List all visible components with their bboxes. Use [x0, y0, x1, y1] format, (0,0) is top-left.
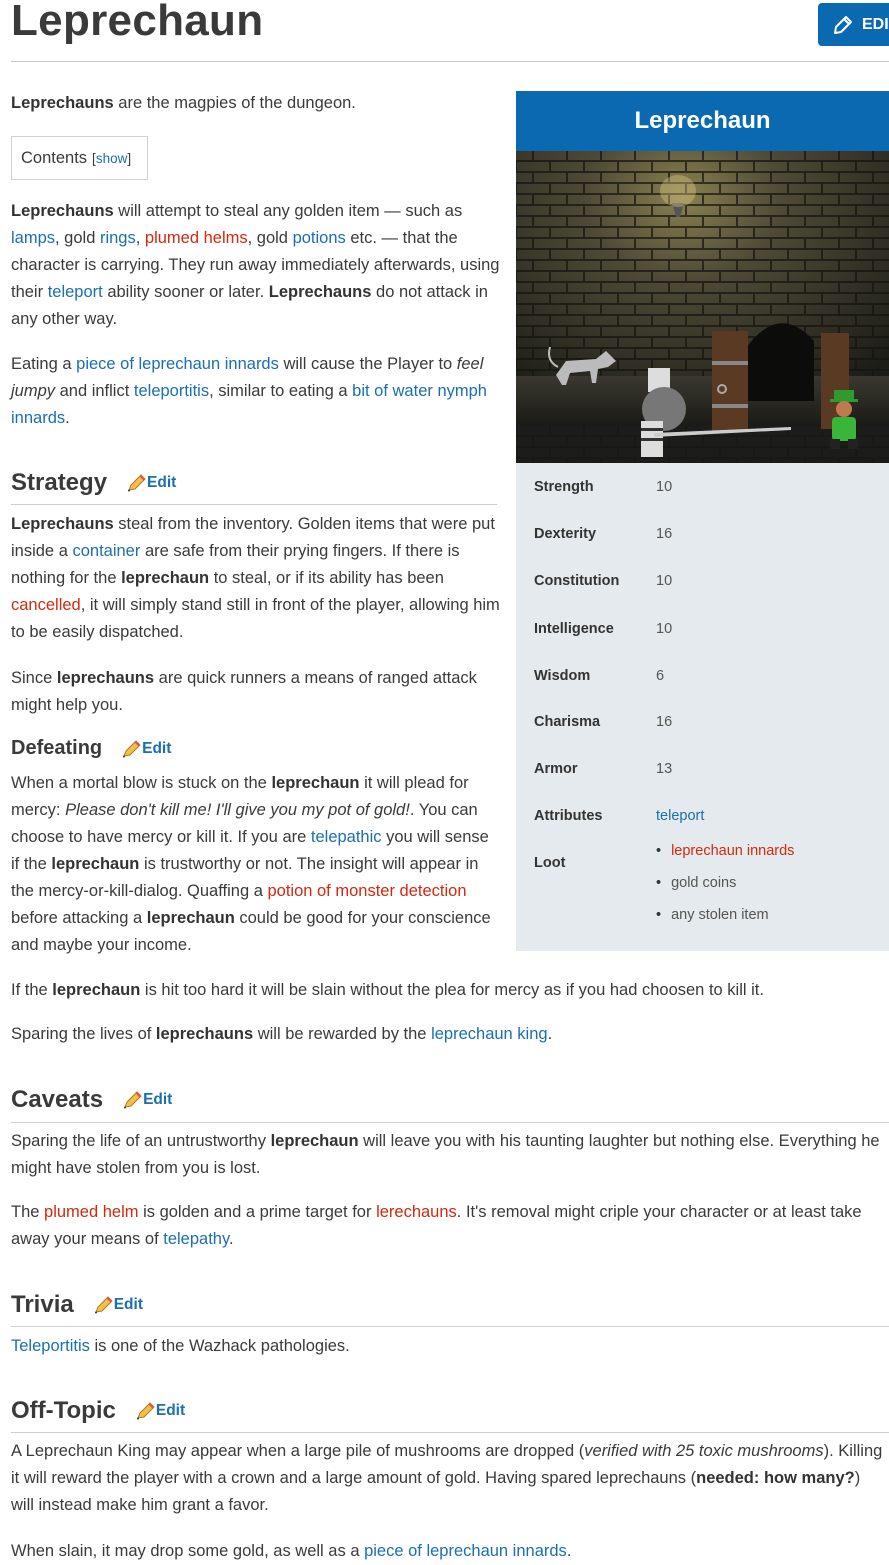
off-topic-paragraph — [11, 1438, 886, 1519]
link-rings[interactable]: rings — [99, 229, 136, 247]
dungeon-scene-illustration — [516, 151, 889, 463]
stat-row — [534, 573, 672, 589]
stat-value: 10 — [656, 573, 673, 589]
stat-row — [534, 621, 672, 637]
toc-show-link[interactable]: show — [95, 150, 128, 166]
edit-section-link[interactable] — [122, 740, 171, 758]
text: Since — [11, 669, 57, 687]
bold-text: leprechaun — [271, 774, 360, 792]
section-heading-caveats — [11, 1086, 172, 1114]
section-heading-strategy — [11, 469, 176, 497]
bold-text: leprechaun — [51, 855, 140, 873]
link-teleport[interactable]: teleport — [656, 808, 705, 824]
stat-label: Charisma — [534, 714, 601, 730]
pencil-icon — [94, 1296, 114, 1314]
stat-value: 16 — [656, 526, 673, 542]
italic-text: feel jumpy — [11, 355, 484, 400]
text: ) will instead make him grant a favor. — [11, 1469, 861, 1514]
text: is one of the Wazhack pathologies. — [89, 1337, 350, 1355]
text: do not attack in any other way. — [11, 283, 488, 328]
link-potions[interactable]: potions — [292, 229, 346, 247]
stat-value: 10 — [656, 621, 673, 637]
bold-text: Leprechauns — [11, 515, 114, 533]
heading-text: Defeating — [11, 737, 103, 759]
text: If the — [11, 981, 53, 999]
text: are safe from their prying fingers. If there is nothing for the — [11, 542, 460, 587]
text: ability sooner or later. — [102, 283, 269, 301]
stat-value: 6 — [656, 668, 665, 684]
heading-text: Trivia — [11, 1291, 74, 1318]
title-divider — [11, 61, 889, 62]
defeating-paragraph-2 — [11, 977, 886, 1004]
stat-label: Armor — [534, 761, 578, 777]
text: A Leprechaun King may appear when a large pile of mushrooms are dropped ( — [11, 1442, 585, 1460]
section-divider — [11, 1326, 889, 1327]
intro-paragraph-3 — [11, 351, 501, 432]
defeating-paragraph — [11, 770, 501, 959]
edit-section-link[interactable] — [94, 1296, 143, 1314]
text: will leave you with his taunting laughter but nothing else. Everything he might have stolen from you is lost. — [11, 1132, 880, 1177]
bold-text: leprechauns — [155, 1025, 254, 1043]
text: will attempt to steal any golden item — such as — [113, 202, 463, 220]
stat-label: Attributes — [534, 808, 603, 824]
bold-text: leprechaun — [146, 909, 235, 927]
link-teleport[interactable]: teleport — [47, 283, 103, 301]
link-telepathic[interactable]: telepathic — [310, 828, 382, 846]
bold-text: leprechaun — [270, 1132, 359, 1150]
text: ). Killing it will reward the player with a crown and a large amount of gold. Having spared leprechauns ( — [11, 1442, 883, 1487]
text: is trustworthy or not. The insight will appear in the mercy-or-kill-dialog. Quaffing a — [11, 855, 479, 900]
stat-value: 13 — [656, 761, 673, 777]
leprechaun-image — [516, 151, 889, 463]
link-teleportitis[interactable]: Teleportitis — [11, 1337, 90, 1355]
loot-list — [656, 843, 794, 939]
link-water-nymph-innards[interactable]: bit of water nymph innards — [11, 382, 487, 427]
link-leprechaun-innards[interactable]: • leprechaun innards — [671, 843, 795, 859]
loot-text: • any stolen item — [671, 907, 769, 923]
text: are quick runners a means of ranged attack might help you. — [11, 669, 477, 714]
link-lamps[interactable]: lamps — [11, 229, 56, 247]
text: , gold — [55, 229, 100, 247]
text: it will plead for mercy: — [11, 774, 469, 819]
text: . You can choose to have mercy or kill it. If you are — [11, 801, 478, 846]
loot-item — [656, 907, 794, 939]
stat-row — [534, 761, 672, 777]
section-heading-defeating — [11, 737, 171, 760]
link-lerechauns[interactable]: lerechauns — [376, 1203, 457, 1221]
page-title: Leprechaun — [11, 0, 264, 45]
edit-label: Edit — [143, 1091, 173, 1108]
text: , gold — [247, 229, 293, 247]
text: , it will simply stand still in front of the player, allowing him to be easily dispatched. — [11, 596, 500, 641]
bold-text: Leprechauns — [11, 94, 114, 112]
text: . — [547, 1025, 553, 1043]
section-heading-trivia — [11, 1291, 143, 1319]
section-heading-off-topic — [11, 1397, 185, 1425]
bracket: [ — [92, 150, 96, 166]
text: steal from the inventory. Golden items that were put inside a — [11, 515, 495, 560]
text: , — [135, 229, 145, 247]
text: Eating a — [11, 355, 77, 373]
link-leprechaun-innards[interactable]: piece of leprechaun innards — [364, 1542, 567, 1560]
stat-label: Intelligence — [534, 621, 614, 637]
heading-text: Off-Topic — [11, 1397, 116, 1424]
link-leprechaun-king[interactable]: leprechaun king — [431, 1025, 548, 1043]
heading-text: Caveats — [11, 1086, 104, 1113]
stat-value: 16 — [656, 714, 673, 730]
bold-text: leprechaun — [52, 981, 141, 999]
caveats-paragraph-2 — [11, 1199, 886, 1253]
pencil-icon — [122, 740, 142, 758]
defeating-paragraph-3 — [11, 1021, 886, 1048]
text: . — [566, 1542, 572, 1560]
pencil-icon — [832, 14, 854, 36]
text: Sparing the lives of — [11, 1025, 156, 1043]
link-teleportitis[interactable]: teleportitis — [133, 382, 210, 400]
text: before attacking a — [11, 909, 147, 927]
stat-row — [534, 526, 672, 542]
stat-label: Strength — [534, 479, 594, 495]
stat-label: Wisdom — [534, 668, 591, 684]
stat-label: Dexterity — [534, 526, 597, 542]
infobox-title: Leprechaun — [516, 91, 889, 151]
pencil-icon — [136, 1402, 156, 1420]
loot-text: • gold coins — [671, 875, 737, 891]
section-divider — [11, 1432, 889, 1433]
edit-section-link[interactable] — [127, 474, 176, 492]
stat-label: Constitution — [534, 573, 620, 589]
edit-page-label: EDI — [862, 15, 889, 33]
toc-toggle — [92, 151, 131, 166]
intro-paragraph-2 — [11, 198, 501, 333]
strategy-paragraph-2 — [11, 665, 501, 719]
bold-text: Leprechauns — [268, 283, 372, 301]
stat-row — [534, 855, 656, 871]
pencil-icon — [123, 1091, 143, 1109]
link-container[interactable]: container — [72, 542, 141, 560]
section-divider — [11, 504, 497, 505]
text: . — [229, 1230, 234, 1248]
stat-row — [534, 479, 672, 495]
text: When a mortal blow is stuck on the — [11, 774, 272, 792]
text: could be good for your conscience and maybe your income. — [11, 909, 491, 954]
link-potion-of-monster-detection[interactable]: potion of monster detection — [267, 882, 467, 900]
link-plumed-helms[interactable]: plumed helms — [144, 229, 248, 247]
off-topic-paragraph-2 — [11, 1538, 886, 1565]
link-cancelled[interactable]: cancelled — [11, 596, 81, 614]
loot-item — [656, 875, 794, 907]
text: are the magpies of the dungeon. — [113, 94, 356, 112]
stat-label: Loot — [534, 855, 566, 871]
stat-row — [534, 714, 672, 730]
edit-label: Edit — [142, 739, 172, 757]
loot-item — [656, 843, 794, 875]
section-divider — [11, 1122, 889, 1123]
bold-text: needed: how many? — [696, 1469, 855, 1487]
infobox — [516, 91, 889, 951]
bracket: ] — [127, 150, 132, 166]
italic-text: Please don't kill me! I'll give you my pot of gold! — [65, 801, 410, 819]
link-plumed-helm[interactable]: plumed helm — [44, 1203, 139, 1221]
text: will cause the Player to — [278, 355, 457, 373]
bold-text: leprechaun — [121, 569, 210, 587]
edit-label: Edit — [147, 474, 177, 491]
stat-row — [534, 808, 704, 824]
text: etc. — that the character is carrying. They run away immediately afterwards, using their — [11, 229, 500, 301]
text: and inflict — [55, 382, 134, 400]
edit-label: Edit — [155, 1402, 186, 1419]
edit-label: Edit — [113, 1296, 143, 1313]
text: is golden and a prime target for — [138, 1203, 377, 1221]
caveats-paragraph — [11, 1128, 886, 1182]
intro-paragraph — [11, 90, 501, 117]
bold-text: leprechauns — [56, 669, 155, 687]
stat-value: 10 — [656, 479, 673, 495]
text: . It's removal might criple your character or at least take away your means of — [11, 1203, 862, 1248]
bold-text: Leprechauns — [11, 202, 114, 220]
text: The — [11, 1203, 45, 1221]
text: Sparing the life of an untrustworthy — [11, 1132, 271, 1150]
heading-text: Strategy — [11, 469, 108, 496]
edit-page-button[interactable] — [818, 3, 889, 46]
pencil-icon — [127, 474, 147, 492]
toc-label: Contents — [21, 148, 88, 167]
strategy-paragraph — [11, 511, 501, 646]
text: you will sense if the — [11, 828, 489, 873]
text: , similar to eating a — [209, 382, 353, 400]
text: When slain, it may drop some gold, as well as a — [11, 1542, 365, 1560]
stat-row — [534, 668, 664, 684]
edit-section-link[interactable] — [136, 1402, 185, 1420]
table-of-contents — [11, 136, 148, 180]
text: is hit too hard it will be slain without the plea for mercy as if you had choosen to kill it. — [140, 981, 764, 999]
italic-text: verified with 25 toxic mushrooms — [584, 1442, 824, 1460]
text: . — [65, 409, 70, 427]
text: to steal, or if its ability has been — [209, 569, 444, 587]
edit-section-link[interactable] — [123, 1091, 172, 1109]
trivia-paragraph — [11, 1333, 886, 1360]
link-telepathy[interactable]: telepathy — [163, 1230, 229, 1248]
link-leprechaun-innards[interactable]: piece of leprechaun innards — [76, 355, 279, 373]
text: will be rewarded by the — [253, 1025, 432, 1043]
